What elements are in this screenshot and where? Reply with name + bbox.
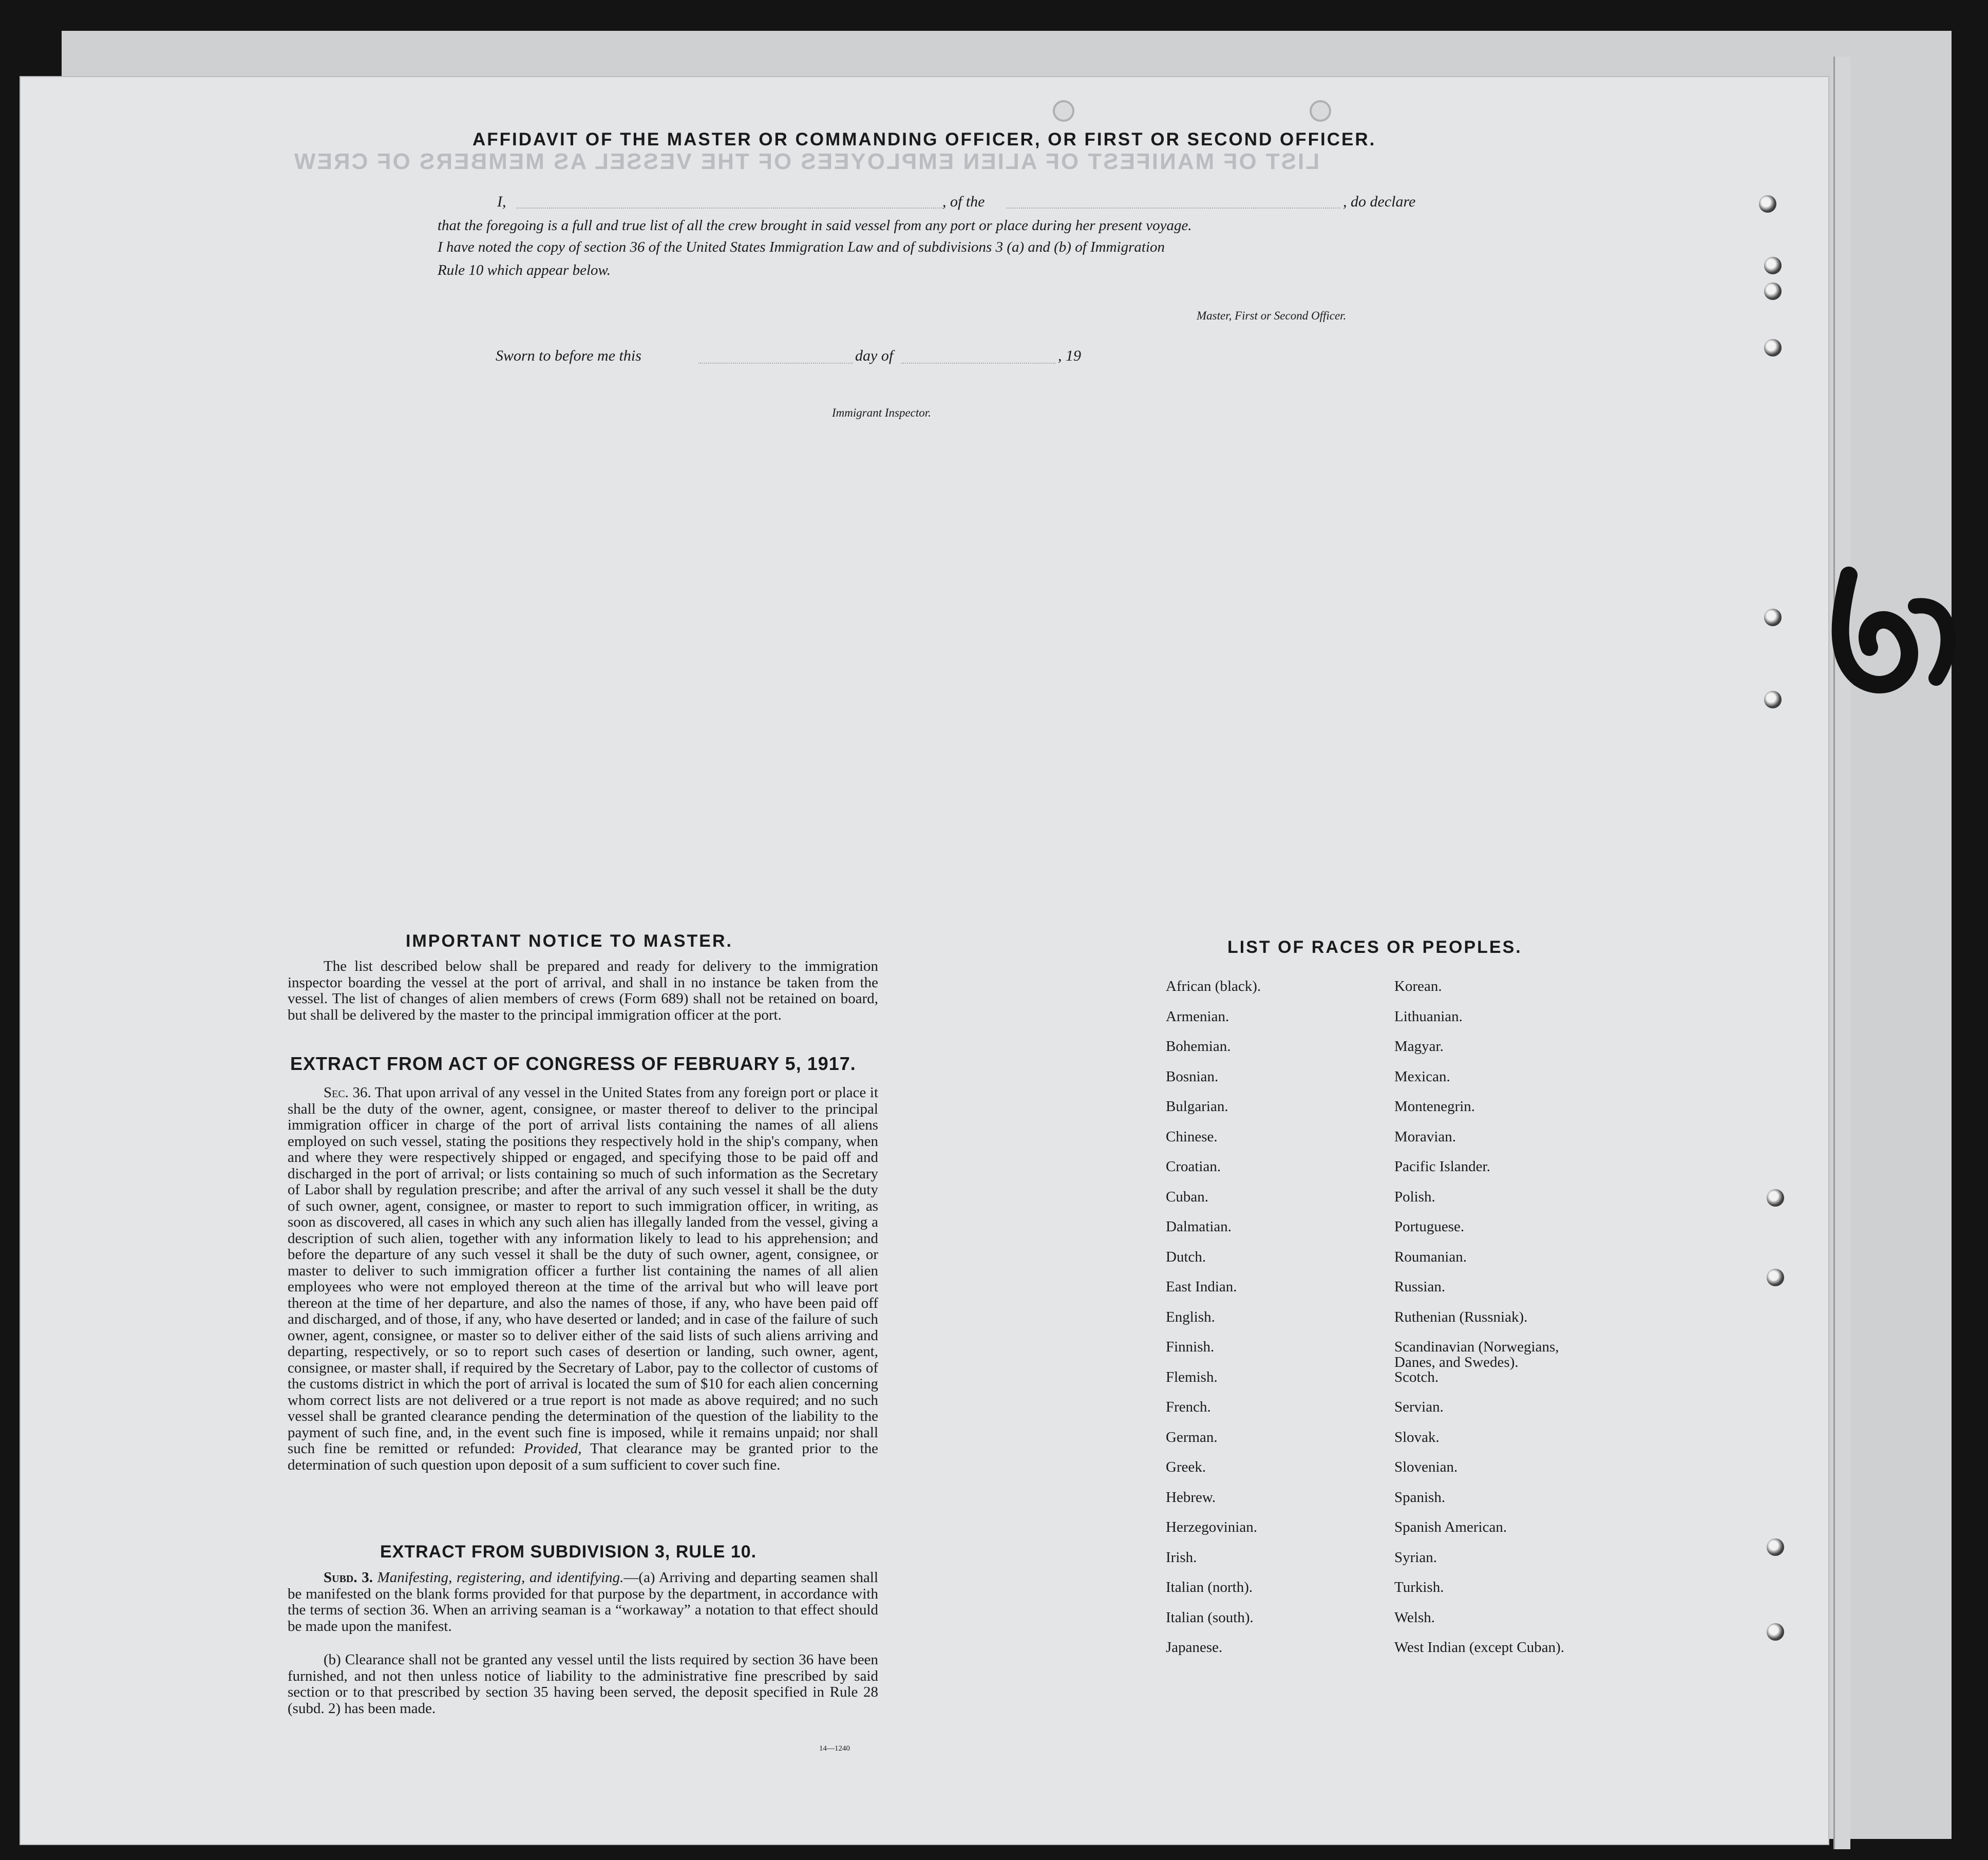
race-item: Welsh. [1394,1609,1435,1626]
affidavit-do-declare: , do declare [1343,193,1416,210]
subd-para-a: —(a) Arriving and departing seamen shall be manifested on the blank forms provided for that purpose by the department, in accordance with the terms of section 36. When an arriving seaman is a “workaway” a notation to that effect should be made upon the manifest. [288,1569,878,1634]
race-item: Greek. [1166,1459,1206,1475]
ghost-text: LIST OF MANIFEST OF ALIEN EMPLOYEES OF THE VESSEL AS MEMBERS OF CREW [293,149,1320,174]
race-item: Slovenian. [1394,1459,1458,1475]
binding-tab [1767,1538,1784,1556]
sworn-label: Sworn to before me this [496,347,641,364]
race-item: German. [1166,1429,1218,1445]
race-item: Montenegrin. [1394,1098,1475,1115]
section-label: Sec. 36. [324,1084,371,1101]
officer-signature-label: Master, First or Second Officer. [1197,309,1347,322]
affidavit-line-4: Rule 10 which appear below. [438,262,611,278]
notice-text: The list described below shall be prepared and ready for delivery to the immigration inspector boarding the vessel at the port of arrival, and shall in no instance be taken from the vessel. The list of changes of alien members of crews (Form 689) shall not be retained on board, but shall be delivered by the master to the principal immigration officer at the port. [288,958,878,1023]
form-number: 14—1240 [819,1744,850,1753]
subdivision-a [288,1570,878,1634]
race-item: Roumanian. [1394,1248,1467,1265]
race-item: Lithuanian. [1394,1008,1463,1025]
races-title: LIST OF RACES OR PEOPLES. [1227,937,1522,957]
binding-tab [1764,257,1782,274]
sworn-month-line [901,363,1055,364]
race-item: Mexican. [1394,1068,1450,1085]
race-item: Polish. [1394,1188,1435,1205]
race-item: Irish. [1166,1549,1197,1566]
race-item: Dutch. [1166,1248,1206,1265]
right-page-edge [1833,57,1850,1849]
race-item: Flemish. [1166,1368,1218,1385]
year-label: , 19 [1058,347,1081,364]
subdivision-b: (b) Clearance shall not be granted any vessel until the lists required by section 36 have been furnished, and not then unless notice of liability to the administrative fine prescribed by said section or to that prescribed by section 35 having been served, the deposit specified in Rule 28 (subd. 2) has been made. [288,1651,878,1717]
race-item: Ruthenian (Russniak). [1394,1308,1528,1325]
race-item: Dalmatian. [1166,1218,1232,1235]
race-item: Italian (north). [1166,1579,1253,1595]
races-left-column [1166,979,1371,1670]
race-item: East Indian. [1166,1279,1237,1295]
race-item: Magyar. [1394,1038,1444,1055]
race-item: Bosnian. [1166,1068,1219,1085]
binding-tab [1767,1269,1784,1286]
affidavit-line-2: that the foregoing is a full and true list of all the crew brought in said vessel from any port or place during her present voyage. [438,217,1192,234]
binding-tab [1764,609,1782,626]
race-item: Scotch. [1394,1368,1439,1385]
binding-tab [1767,1189,1784,1207]
race-item: Herzegovinian. [1166,1519,1257,1535]
race-item: Chinese. [1166,1128,1218,1145]
act-title-text: EXTRACT FROM ACT OF CONGRESS OF FEBRUARY 5, 1917. [290,1053,856,1074]
act-text [288,1085,878,1473]
name-line [516,208,942,209]
notice-title: IMPORTANT NOTICE TO MASTER. [406,931,733,951]
affidavit-of-the: , of the [942,193,985,210]
race-item: Italian (south). [1166,1609,1254,1626]
sworn-day-line [698,363,853,364]
race-item: Moravian. [1394,1128,1456,1145]
affidavit-i: I, [497,193,506,210]
bleed-through-handwriting [1828,544,1962,699]
day-of-label: day of [855,347,894,364]
subd-label: Subd. 3. [324,1569,373,1586]
race-item: Bohemian. [1166,1038,1231,1055]
race-item: Portuguese. [1394,1218,1465,1235]
race-item: Armenian. [1166,1008,1229,1025]
race-item: African (black). [1166,978,1261,994]
provided-label: Provided, [524,1440,582,1457]
subdivision-title: EXTRACT FROM SUBDIVISION 3, RULE 10. [380,1542,757,1562]
race-item: Servian. [1394,1399,1444,1415]
race-item: Korean. [1394,978,1442,994]
section-36-text: That upon arrival of any vessel in the United States from any foreign port or place it shall be the duty of the owner, agent, consignee, or master thereof to deliver to the principal immigration officer in charge of the port of arrival lists containing the names of all aliens employed on such vessel, stating the positions they respectively hold in the ship's company, when and where they were respectively shipped or engaged, and specifying those to be paid off and discharged in the port of arrival; or lists containing so much of such information as the Secretary of Labor shall by regulation prescribe; and after the arrival of any such vessel it shall be the duty of such owner, agent, consignee, or master to report to such immigration officer, in writing, as soon as discovered, all cases in which any such alien has illegally landed from the vessel, giving a description of such alien, together with any information likely to lead to his apprehension; and before the departure of any such vessel it shall be the duty of such owner, agent, consignee, or master to deliver to such immigration officer a further list containing the names of all alien employees who were not employed thereon at the time of the arrival but who will leave port thereon at the time of her departure, and also the names of those, if any, who have been paid off and discharged, and of those, if any, who have deserted or landed; and in case of the failure of such owner, agent, consignee, or master so to deliver either of the said lists of such aliens arriving and departing, respectively, or so to report such cases of desertion or landing, such owner, agent, consignee, or master shall, if required by the Secretary of Labor, pay to the collector of customs of the customs district in which the port of arrival is located the sum of $10 for each alien concerning whom correct lists are not delivered or a true report is not made as above required; and no such vessel shall be granted clearance pending the determination of the question of the liability to the payment of such fine, and, in the event such fine is imposed, while it remains unpaid; nor shall such fine be remitted or refunded: [288,1084,878,1457]
affidavit-line-3: I have noted the copy of section 36 of the United States Immigration Law and of subdivisions 3 (a) and (b) of Immigration [438,239,1165,255]
race-item: Russian. [1394,1279,1446,1295]
inspector-signature-label: Immigrant Inspector. [832,406,931,419]
subd-heading: Manifesting, registering, and identifying. [377,1569,624,1586]
act-title [290,1053,856,1075]
binding-tab [1764,691,1782,708]
race-item: Finnish. [1166,1339,1215,1355]
form-page [21,77,1828,1844]
binding-tab [1759,195,1776,213]
punch-hole [1053,100,1074,122]
race-item: Bulgarian. [1166,1098,1228,1115]
race-item: Cuban. [1166,1188,1208,1205]
binding-tab [1764,339,1782,356]
race-item: Pacific Islander. [1394,1158,1490,1175]
race-item: Croatian. [1166,1158,1221,1175]
race-item: English. [1166,1308,1215,1325]
race-item: French. [1166,1399,1211,1415]
binding-tab [1767,1623,1784,1641]
race-item: Spanish. [1394,1489,1446,1506]
race-item: Syrian. [1394,1549,1437,1566]
race-item: West Indian (except Cuban). [1394,1639,1565,1656]
race-item: Spanish American. [1394,1519,1507,1535]
vessel-line [1007,208,1340,209]
affidavit-title: AFFIDAVIT OF THE MASTER OR COMMANDING OFFICER, OR FIRST OR SECOND OFFICER. [472,129,1376,149]
binding-tab [1764,283,1782,300]
races-right-column [1394,979,1672,1670]
race-item: Turkish. [1394,1579,1444,1595]
punch-hole [1310,100,1331,122]
race-item: Hebrew. [1166,1489,1216,1506]
race-item: Scandinavian (Norwegians, Danes, and Swedes). [1394,1339,1559,1370]
race-item: Slovak. [1394,1429,1440,1445]
section-36-text-end: That clearance may be granted prior to the determination of such question upon deposit of a sum sufficient to cover such fine. [288,1440,878,1473]
race-item: Japanese. [1166,1639,1223,1656]
